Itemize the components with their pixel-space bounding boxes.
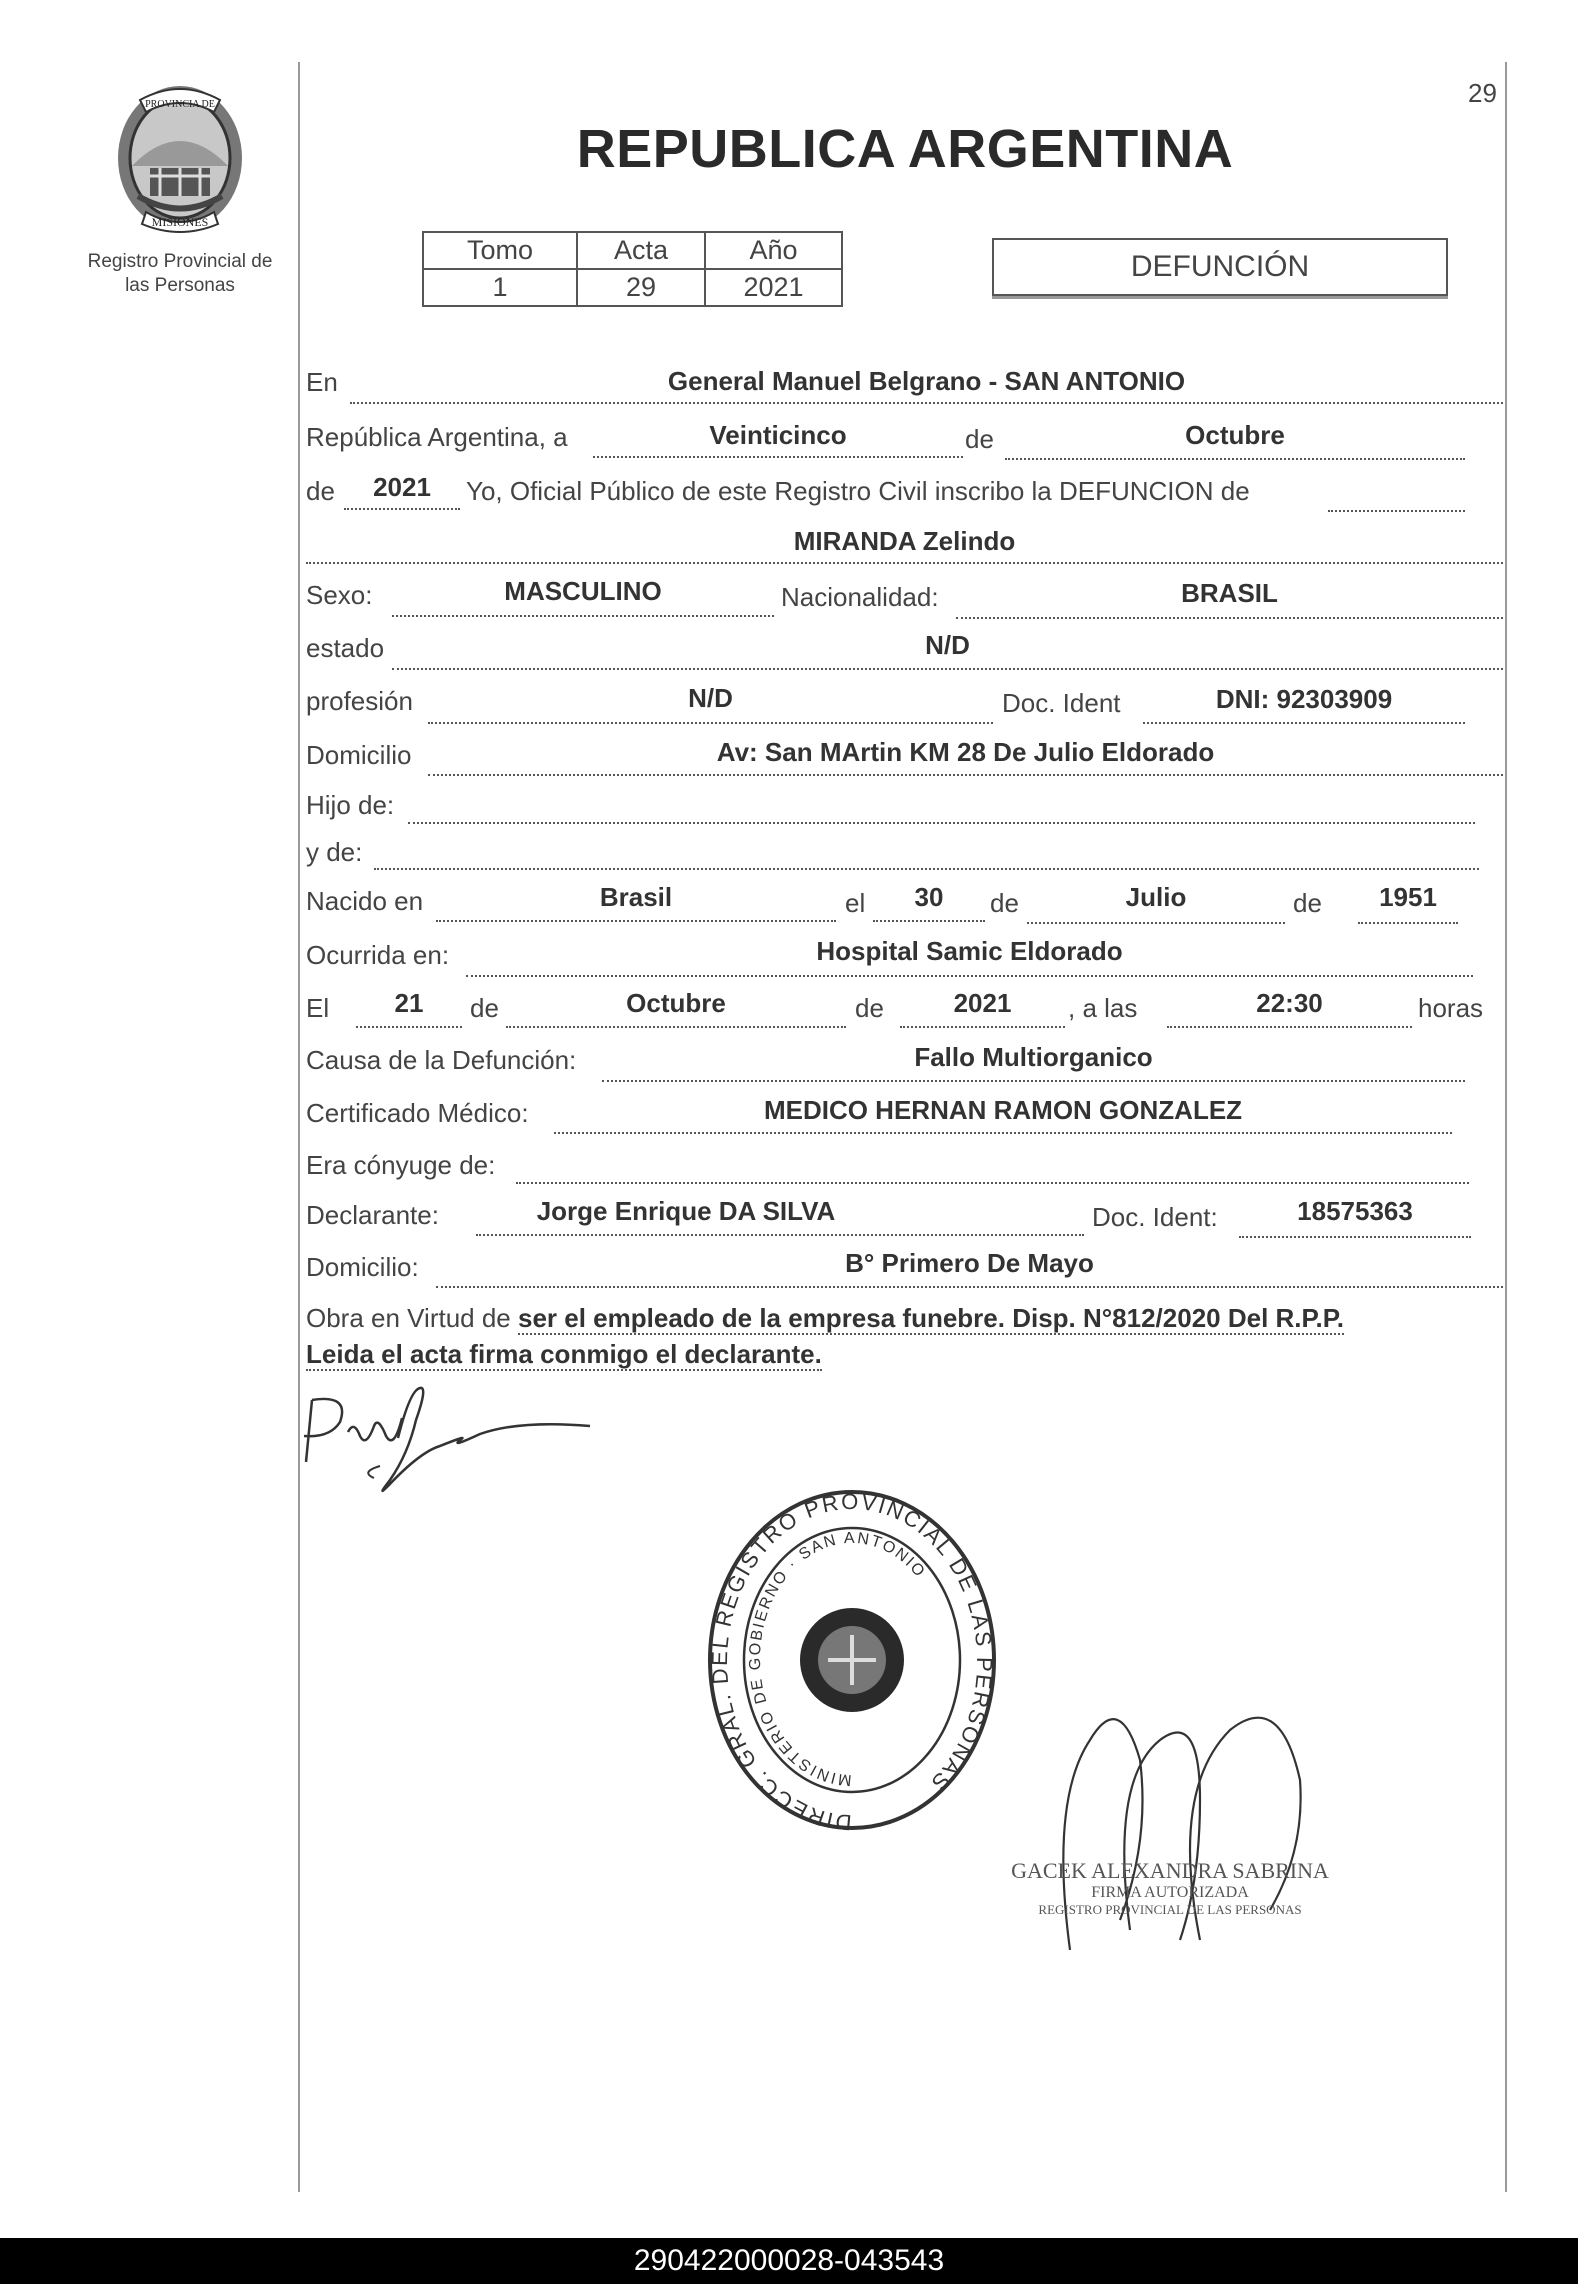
label-conyuge: Era cónyuge de: (306, 1150, 496, 1180)
dots-anio (344, 508, 460, 510)
dots-en (350, 402, 1503, 404)
dots-domicilio (428, 774, 1503, 776)
dots-def-dia (356, 1026, 462, 1028)
registry-label: Registro Provincial de las Personas (87, 251, 273, 296)
dots-def-hora (1167, 1026, 1412, 1028)
label-republica: República Argentina, a (306, 422, 568, 452)
value-certificado: MEDICO HERNAN RAMON GONZALEZ (763, 1095, 1243, 1125)
label-y-de: y de: (306, 837, 363, 867)
official-stamp (1000, 1858, 1340, 1918)
label-doc-ident: Doc. Ident (1002, 688, 1121, 718)
label-nacido-de1: de (990, 888, 1019, 918)
value-mes: Octubre (1185, 420, 1285, 450)
label-nacido-el: el (845, 888, 866, 918)
value-anio: 2021 (373, 472, 431, 502)
stamp-name: GACEK ALEXANDRA SABRINA (1011, 1858, 1329, 1883)
header-acta: Acta (577, 232, 705, 269)
label-nacido-de2: de (1293, 888, 1322, 918)
page-title: REPUBLICA ARGENTINA (576, 119, 1234, 179)
value-causa: Fallo Multiorganico (914, 1042, 1153, 1072)
official-signature (1050, 1700, 1340, 1960)
value-nacido-mes: Julio (1125, 882, 1187, 912)
record-table (422, 231, 843, 307)
value-def-dia: 21 (394, 988, 424, 1018)
label-decl-doc: Doc. Ident: (1092, 1202, 1218, 1232)
seal-outer-text: DIRECC. GRAL. DEL REGISTRO PROVINCIAL DE LAS PERSONAS (706, 1488, 998, 1835)
obra-line2: Leida el acta firma conmigo el declarante. (306, 1339, 822, 1369)
dots-estado (392, 668, 1503, 670)
label-decl-domicilio: Domicilio: (306, 1252, 419, 1282)
value-acta: 29 (577, 269, 705, 306)
dots-declarante (476, 1234, 1084, 1236)
dots-conyuge (516, 1182, 1469, 1184)
label-def-de2: de (855, 993, 884, 1023)
value-decl-doc: 18575363 (1297, 1196, 1413, 1226)
label-en: En (306, 367, 338, 397)
dots-nacido-lugar (436, 920, 836, 922)
record-type-box: DEFUNCIÓN (992, 238, 1448, 296)
left-margin-line (298, 62, 300, 2192)
obra-en-virtud (306, 1300, 1506, 1372)
obra-prefix: Obra en Virtud de (306, 1303, 511, 1333)
dots-causa (602, 1080, 1465, 1082)
label-causa: Causa de la Defunción: (306, 1045, 577, 1075)
value-profesion: N/D (688, 683, 733, 713)
header-tomo: Tomo (423, 232, 577, 269)
dots-nacido-mes (1027, 922, 1285, 924)
declarant-signature (290, 1380, 600, 1500)
value-declarante: Jorge Enrique DA SILVA (536, 1196, 836, 1226)
dots-nacido-anio (1358, 922, 1458, 924)
label-profesion: profesión (306, 686, 413, 716)
dots-nacido-dia (873, 920, 985, 922)
label-def-el: El (306, 993, 330, 1023)
value-doc-ident: DNI: 92303909 (1215, 684, 1393, 714)
dots-doc-ident (1143, 722, 1465, 724)
dots-mes (1005, 458, 1465, 460)
value-sexo: MASCULINO (504, 576, 662, 606)
label-sexo: Sexo: (306, 580, 373, 610)
value-def-mes: Octubre (626, 988, 726, 1018)
value-nacionalidad: BRASIL (1181, 578, 1278, 608)
value-nacido-anio: 1951 (1379, 882, 1437, 912)
dots-decl-doc (1239, 1236, 1471, 1238)
header-anio: Año (705, 232, 842, 269)
label-declarante: Declarante: (306, 1200, 439, 1230)
dots-y-de (374, 868, 1479, 870)
label-ocurrida: Ocurrida en: (306, 940, 450, 970)
registry-seal (702, 1485, 1002, 1835)
value-nacido-lugar: Brasil (599, 882, 673, 912)
label-certificado: Certificado Médico: (306, 1098, 529, 1128)
obra-line1: ser el empleado de la empresa funebre. Disp. N°812/2020 Del R.P.P. (518, 1303, 1344, 1333)
page-number: 29 (1468, 78, 1497, 108)
value-nacido-dia: 30 (914, 882, 944, 912)
value-decl-domicilio: B° Primero De Mayo (845, 1248, 1094, 1278)
label-estado: estado (306, 633, 385, 663)
dots-decl-domicilio (436, 1286, 1503, 1288)
label-hijo-de: Hijo de: (306, 790, 395, 820)
value-def-anio: 2021 (953, 988, 1012, 1018)
label-nacionalidad: Nacionalidad: (781, 582, 939, 612)
seal-inner-text: MINISTERIO DE GOBIERNO · SAN ANTONIO (746, 1529, 929, 1789)
footer-code: 290422000028-043543 (0, 2238, 1578, 2284)
dots-dia (593, 456, 963, 458)
dots-def-mes (506, 1026, 846, 1028)
dots-ocurrida (466, 975, 1473, 977)
label-de-mes: de (965, 424, 994, 454)
stamp-office: REGISTRO PROVINCIAL DE LAS PERSONAS (1038, 1902, 1302, 1917)
dots-nombre (306, 562, 1503, 564)
value-anio: 2021 (705, 269, 842, 306)
value-dia: Veinticinco (709, 420, 847, 450)
dots-hijo-de (408, 822, 1475, 824)
text-oficial: Yo, Oficial Público de este Registro Civil inscribo la DEFUNCION de (466, 476, 1250, 506)
dots-certificado (554, 1132, 1452, 1134)
label-def-horas: horas (1418, 993, 1484, 1023)
value-tomo: 1 (423, 269, 577, 306)
value-estado: N/D (925, 630, 970, 660)
label-de-anio: de (306, 476, 335, 506)
value-domicilio: Av: San MArtin KM 28 De Julio Eldorado (716, 737, 1215, 767)
label-domicilio: Domicilio (306, 740, 412, 770)
emblem-top-text: PROVINCIA DE (145, 99, 215, 110)
dots-def-anio (900, 1026, 1065, 1028)
dots-sexo (392, 615, 774, 617)
dots-nacionalidad (956, 617, 1503, 619)
emblem-bottom-text: MISIONES (151, 215, 209, 229)
dots-profesion (428, 722, 993, 724)
right-margin-line (1505, 62, 1507, 2192)
stamp-role: FIRMA AUTORIZADA (1091, 1884, 1249, 1901)
value-nombre: MIRANDA Zelindo (793, 526, 1016, 556)
label-nacido-en: Nacido en (306, 886, 424, 916)
value-ocurrida: Hospital Samic Eldorado (816, 936, 1123, 966)
value-def-hora: 22:30 (1256, 988, 1323, 1018)
value-en: General Manuel Belgrano - SAN ANTONIO (667, 366, 1186, 396)
label-def-alas: , a las (1068, 993, 1138, 1023)
label-def-de1: de (470, 993, 499, 1023)
dots-oficial (1328, 510, 1465, 512)
